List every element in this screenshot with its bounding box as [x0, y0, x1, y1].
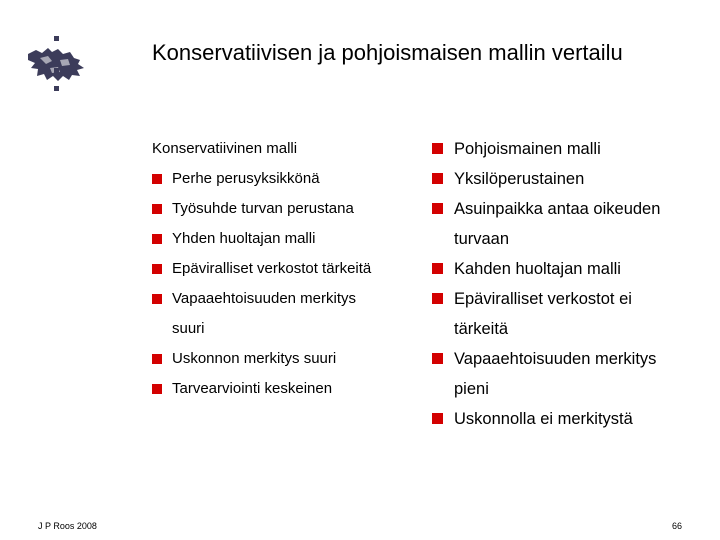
- list-item: Uskonnolla ei merkitystä: [432, 404, 702, 434]
- page-number: 66: [671, 521, 682, 531]
- conservative-model-heading: Konservatiivinen malli: [152, 140, 298, 157]
- list-item: Asuinpaikka antaa oikeuden: [432, 194, 702, 224]
- list-item-continuation: pieni: [454, 380, 489, 398]
- list-item: Vapaaehtoisuuden merkitys: [152, 284, 412, 314]
- list-item: Kahden huoltajan malli: [432, 254, 702, 284]
- list-item: Epäviralliset verkostot ei: [432, 284, 702, 314]
- conservative-model-column: [152, 134, 412, 404]
- nordic-model-heading: Pohjoismainen malli: [432, 134, 702, 164]
- university-logo-icon: [22, 36, 88, 94]
- list-item: Perhe perusyksikkönä: [152, 164, 412, 194]
- list-item-continuation: turvaan: [454, 230, 510, 248]
- list-item: Epäviralliset verkostot tärkeitä: [152, 254, 412, 284]
- list-item: Vapaaehtoisuuden merkitys: [432, 344, 702, 374]
- list-item-continuation: tärkeitä: [454, 320, 509, 338]
- footer-author: J P Roos 2008: [38, 521, 97, 531]
- list-item: Yksilöperustainen: [432, 164, 702, 194]
- list-item: Tarvearviointi keskeinen: [152, 374, 412, 404]
- list-item: Uskonnon merkitys suuri: [152, 344, 412, 374]
- slide-title: Konservatiivisen ja pohjoismaisen mallin vertailu: [152, 40, 623, 65]
- list-item: Työsuhde turvan perustana: [152, 194, 412, 224]
- nordic-model-column: [432, 134, 702, 434]
- list-item-continuation: suuri: [172, 320, 205, 337]
- list-item: Yhden huoltajan malli: [152, 224, 412, 254]
